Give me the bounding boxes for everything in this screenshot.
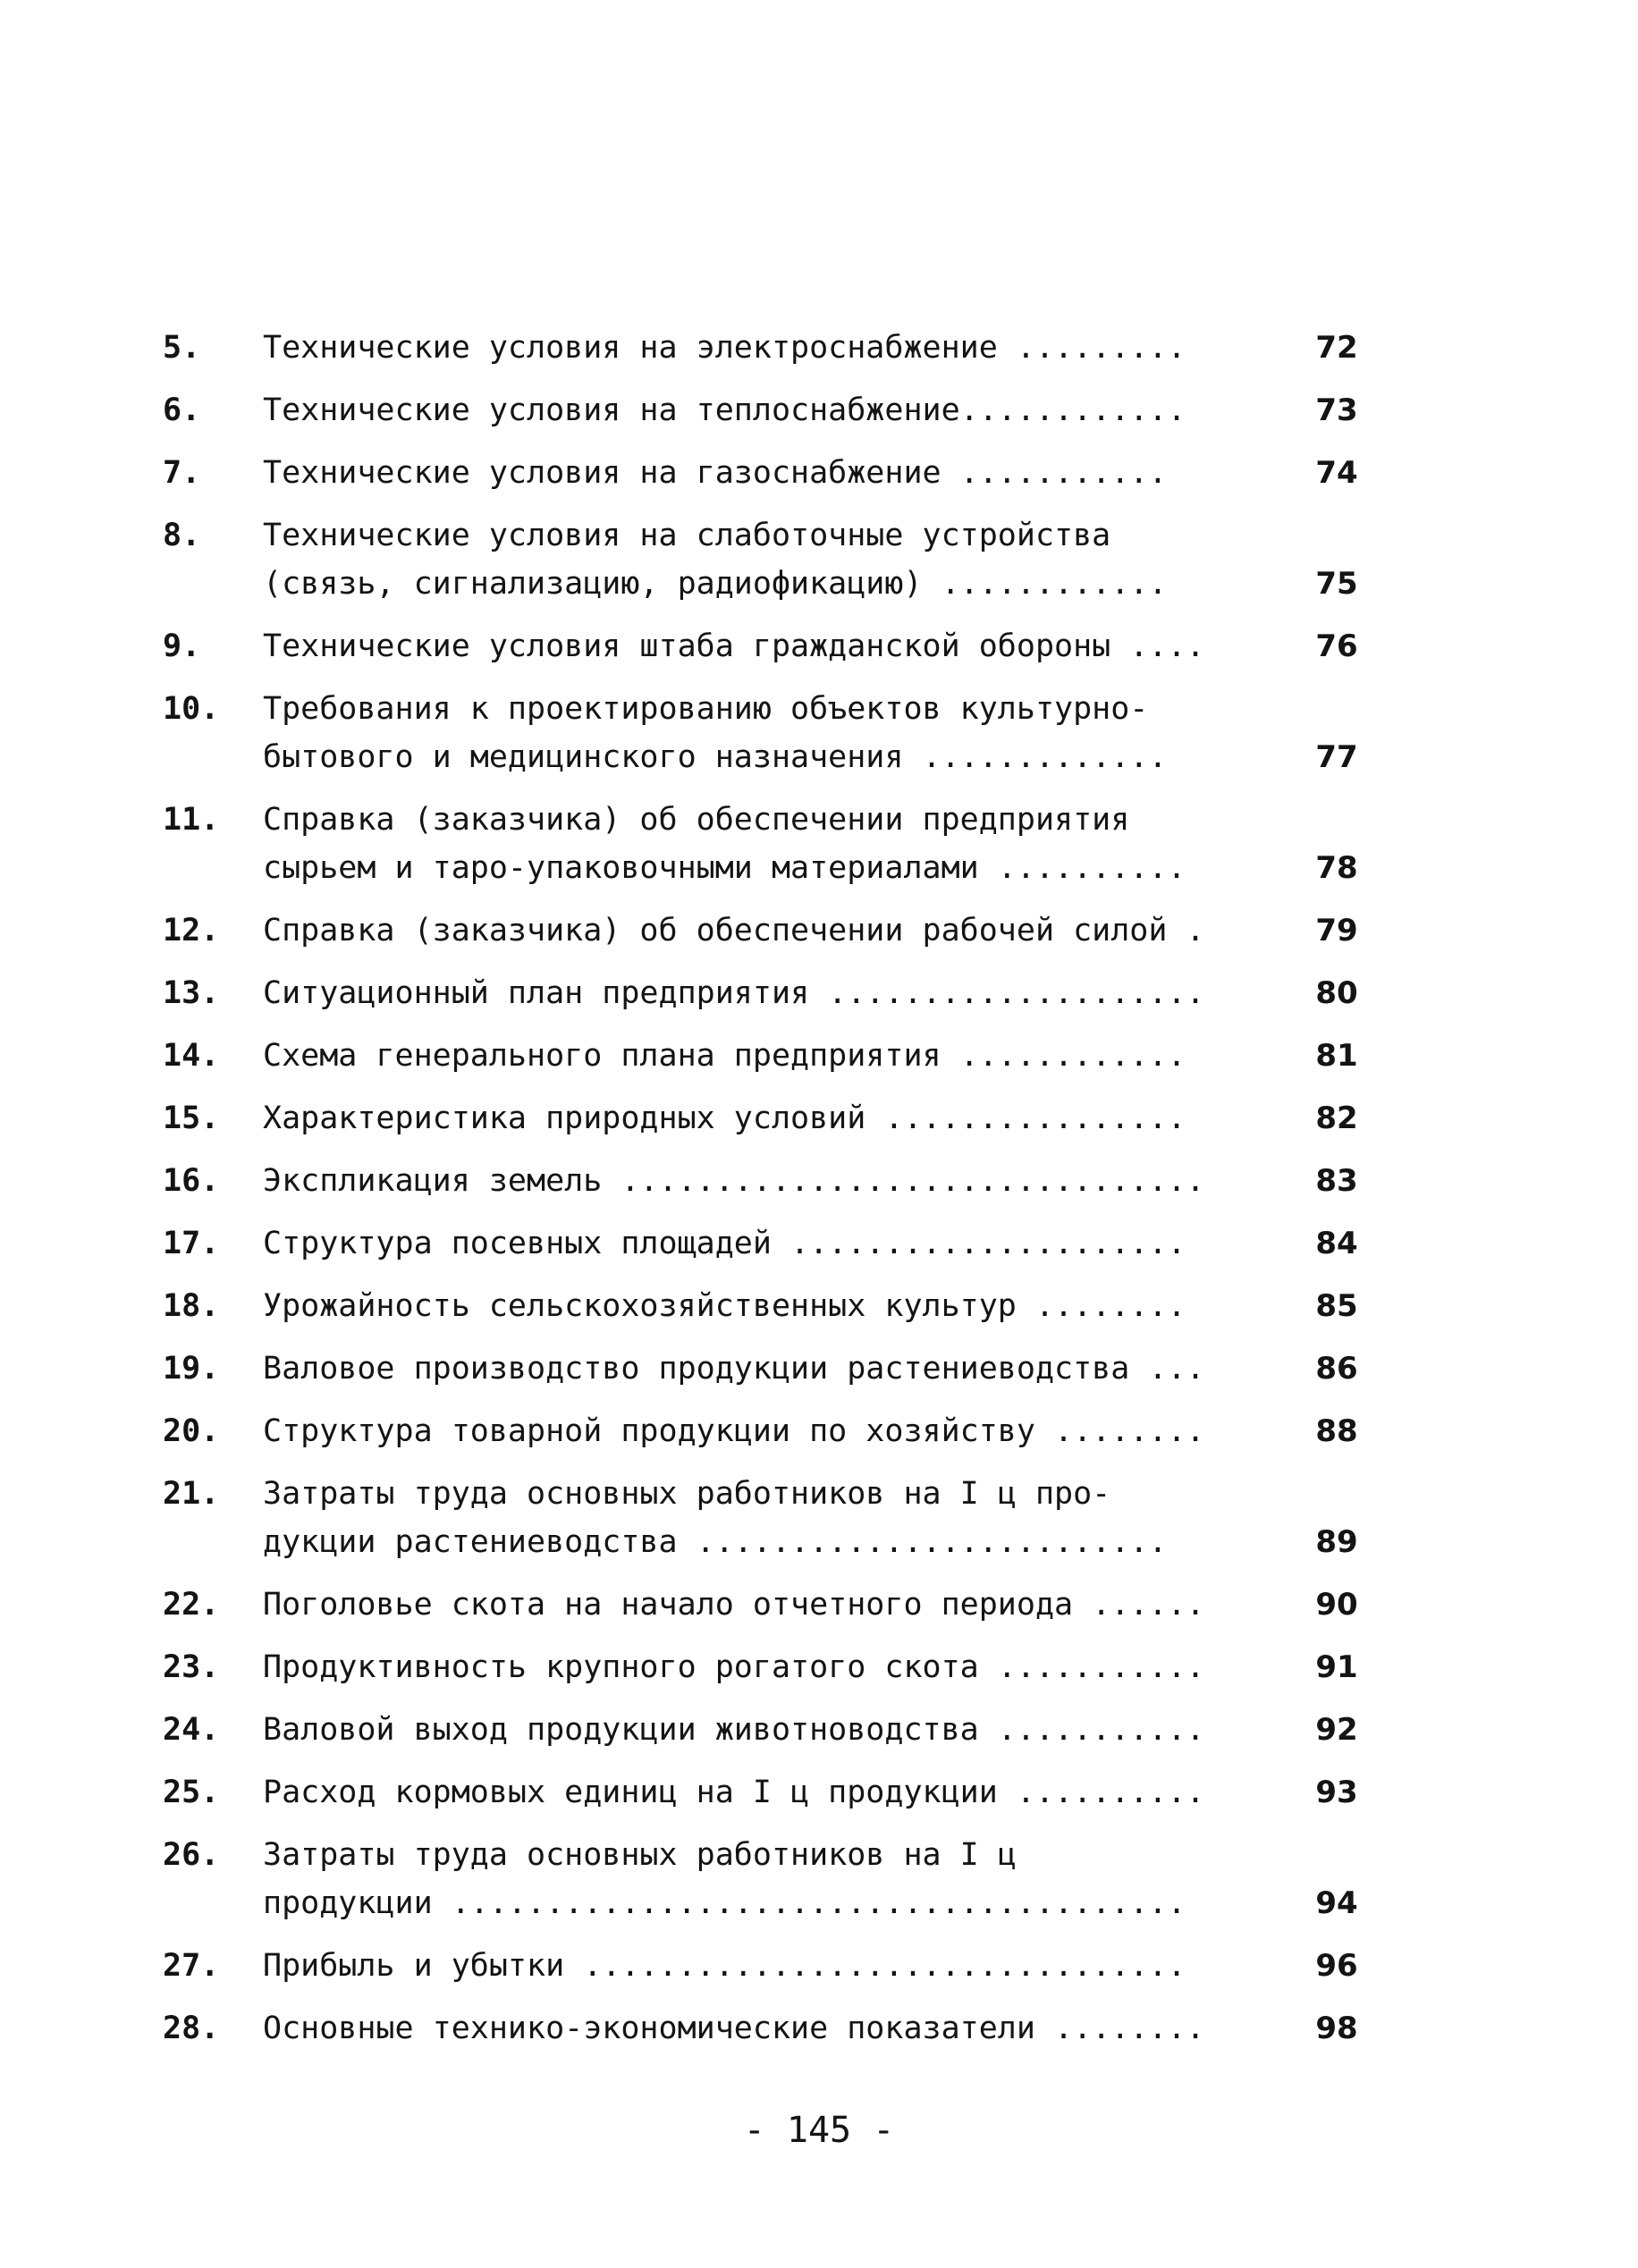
entry-title <box>263 1094 1211 1142</box>
entry-title-line: Расход кормовых единиц на I ц продукции .......... <box>263 1775 1205 1810</box>
entry-page-number: 93 <box>1315 1775 1358 1810</box>
toc-entry <box>163 1094 1370 1142</box>
entry-title-line: бытового и медицинского назначения ............. <box>263 739 1168 775</box>
entry-number: 13. <box>163 975 220 1011</box>
toc-entry <box>163 511 1370 608</box>
entry-number: 16. <box>163 1163 220 1199</box>
table-of-contents <box>163 324 1370 2067</box>
entry-number: 8. <box>163 518 201 553</box>
entry-number: 5. <box>163 330 201 366</box>
toc-entry <box>163 1831 1370 1927</box>
entry-page-number: 89 <box>1315 1524 1358 1560</box>
entry-number: 14. <box>163 1038 220 1074</box>
entry-title <box>263 1470 1211 1566</box>
entry-title <box>263 1032 1211 1080</box>
entry-title <box>263 386 1211 434</box>
entry-title <box>263 2004 1211 2053</box>
entry-page-number: 78 <box>1315 850 1358 886</box>
entry-title-line: Схема генерального плана предприятия ............ <box>263 1038 1186 1074</box>
entry-page-number: 75 <box>1315 566 1358 602</box>
toc-entry <box>163 1219 1370 1268</box>
entry-page-number: 84 <box>1315 1226 1358 1261</box>
toc-entry <box>163 386 1370 434</box>
entry-number: 17. <box>163 1226 220 1261</box>
entry-title-line: Справка (заказчика) об обеспечении рабочей силой . <box>263 913 1205 949</box>
entry-number: 21. <box>163 1476 220 1512</box>
entry-page-number: 74 <box>1315 455 1358 491</box>
entry-title <box>263 1407 1211 1455</box>
entry-title-line: Структура товарной продукции по хозяйству ........ <box>263 1413 1205 1449</box>
entry-title-line: Технические условия штаба гражданской обороны .... <box>263 628 1205 664</box>
entry-title <box>263 1581 1211 1629</box>
toc-entry <box>163 796 1370 892</box>
entry-page-number: 86 <box>1315 1351 1358 1387</box>
entry-title <box>263 1942 1211 1990</box>
entry-page-number: 80 <box>1315 975 1358 1011</box>
entry-number: 11. <box>163 802 220 838</box>
toc-entry <box>163 969 1370 1017</box>
entry-title <box>263 969 1211 1017</box>
entry-number: 7. <box>163 455 201 491</box>
entry-title <box>263 1831 1211 1927</box>
entry-title-line: (связь, сигнализацию, радиофикацию) ............ <box>263 566 1168 602</box>
toc-entry <box>163 1032 1370 1080</box>
entry-title <box>263 1643 1211 1691</box>
entry-number: 15. <box>163 1100 220 1136</box>
entry-title-line: Продуктивность крупного рогатого скота ........... <box>263 1649 1205 1685</box>
toc-entry <box>163 685 1370 781</box>
entry-number: 26. <box>163 1837 220 1873</box>
toc-entry <box>163 1643 1370 1691</box>
entry-title <box>263 324 1211 372</box>
entry-title <box>263 1768 1211 1817</box>
entry-page-number: 94 <box>1315 1885 1358 1921</box>
entry-page-number: 92 <box>1315 1712 1358 1748</box>
entry-page-number: 83 <box>1315 1163 1358 1199</box>
entry-page-number: 81 <box>1315 1038 1358 1074</box>
entry-page-number: 91 <box>1315 1649 1358 1685</box>
entry-title <box>263 796 1211 892</box>
entry-page-number: 73 <box>1315 392 1358 428</box>
entry-title <box>263 906 1211 955</box>
toc-entry <box>163 622 1370 670</box>
page-number: - 145 - <box>743 2110 895 2151</box>
entry-number: 6. <box>163 392 201 428</box>
entry-number: 12. <box>163 913 220 949</box>
toc-entry <box>163 1345 1370 1393</box>
entry-number: 24. <box>163 1712 220 1748</box>
entry-page-number: 88 <box>1315 1413 1358 1449</box>
toc-entry <box>163 906 1370 955</box>
entry-number: 18. <box>163 1288 220 1324</box>
entry-page-number: 82 <box>1315 1100 1358 1136</box>
toc-entry <box>163 1581 1370 1629</box>
entry-title-line: Валовой выход продукции животноводства ........... <box>263 1712 1205 1748</box>
entry-title-line: дукции растениеводства ......................... <box>263 1524 1168 1560</box>
entry-title-line: Основные технико-экономические показатели ........ <box>263 2011 1205 2046</box>
entry-title-line: Урожайность сельскохозяйственных культур ........ <box>263 1288 1186 1324</box>
entry-page-number: 85 <box>1315 1288 1358 1324</box>
entry-title-line: Затраты труда основных работников на I ц про- <box>263 1476 1111 1512</box>
entry-number: 20. <box>163 1413 220 1449</box>
toc-entry <box>163 2004 1370 2053</box>
toc-entry <box>163 1157 1370 1205</box>
entry-title <box>263 685 1211 781</box>
entry-title <box>263 1706 1211 1754</box>
entry-title-line: Технические условия на слаботочные устройства <box>263 518 1111 553</box>
entry-number: 22. <box>163 1587 220 1623</box>
entry-title-line: Структура посевных площадей ..................... <box>263 1226 1186 1261</box>
entry-title-line: Поголовье скота на начало отчетного периода ...... <box>263 1587 1205 1623</box>
entry-title-line: Справка (заказчика) об обеспечении предприятия <box>263 802 1130 838</box>
entry-title-line: продукции ....................................... <box>263 1885 1186 1921</box>
toc-entry <box>163 1282 1370 1330</box>
entry-number: 9. <box>163 628 201 664</box>
entry-title-line: Технические условия на теплоснабжение............ <box>263 392 1186 428</box>
entry-title <box>263 1157 1211 1205</box>
entry-page-number: 98 <box>1315 2011 1358 2046</box>
toc-entry <box>163 1706 1370 1754</box>
entry-title-line: Технические условия на газоснабжение ........... <box>263 455 1168 491</box>
entry-title-line: Прибыль и убытки ................................ <box>263 1948 1186 1984</box>
entry-number: 10. <box>163 691 220 727</box>
entry-page-number: 76 <box>1315 628 1358 664</box>
entry-title-line: Ситуационный план предприятия .................... <box>263 975 1205 1011</box>
entry-page-number: 79 <box>1315 913 1358 949</box>
entry-number: 28. <box>163 2011 220 2046</box>
entry-title-line: Валовое производство продукции растениеводства ... <box>263 1351 1205 1387</box>
entry-title-line: Требования к проектированию объектов культурно- <box>263 691 1149 727</box>
entry-page-number: 96 <box>1315 1948 1358 1984</box>
entry-title-line: сырьем и таро-упаковочными материалами .......... <box>263 850 1186 886</box>
toc-entry <box>163 324 1370 372</box>
entry-title <box>263 1219 1211 1268</box>
entry-title-line: Характеристика природных условий ................ <box>263 1100 1186 1136</box>
entry-title-line: Затраты труда основных работников на I ц <box>263 1837 1017 1873</box>
entry-title <box>263 449 1211 497</box>
entry-title <box>263 511 1211 608</box>
entry-number: 27. <box>163 1948 220 1984</box>
toc-entry <box>163 1470 1370 1566</box>
entry-number: 25. <box>163 1775 220 1810</box>
entry-number: 19. <box>163 1351 220 1387</box>
entry-page-number: 90 <box>1315 1587 1358 1623</box>
entry-title <box>263 1345 1211 1393</box>
entry-title <box>263 1282 1211 1330</box>
toc-entry <box>163 1407 1370 1455</box>
toc-entry <box>163 1942 1370 1990</box>
toc-entry <box>163 449 1370 497</box>
entry-title <box>263 622 1211 670</box>
entry-number: 23. <box>163 1649 220 1685</box>
toc-entry <box>163 1768 1370 1817</box>
entry-page-number: 72 <box>1315 330 1358 366</box>
entry-title-line: Экспликация земель ............................... <box>263 1163 1205 1199</box>
entry-title-line: Технические условия на электроснабжение ......... <box>263 330 1186 366</box>
entry-page-number: 77 <box>1315 739 1358 775</box>
